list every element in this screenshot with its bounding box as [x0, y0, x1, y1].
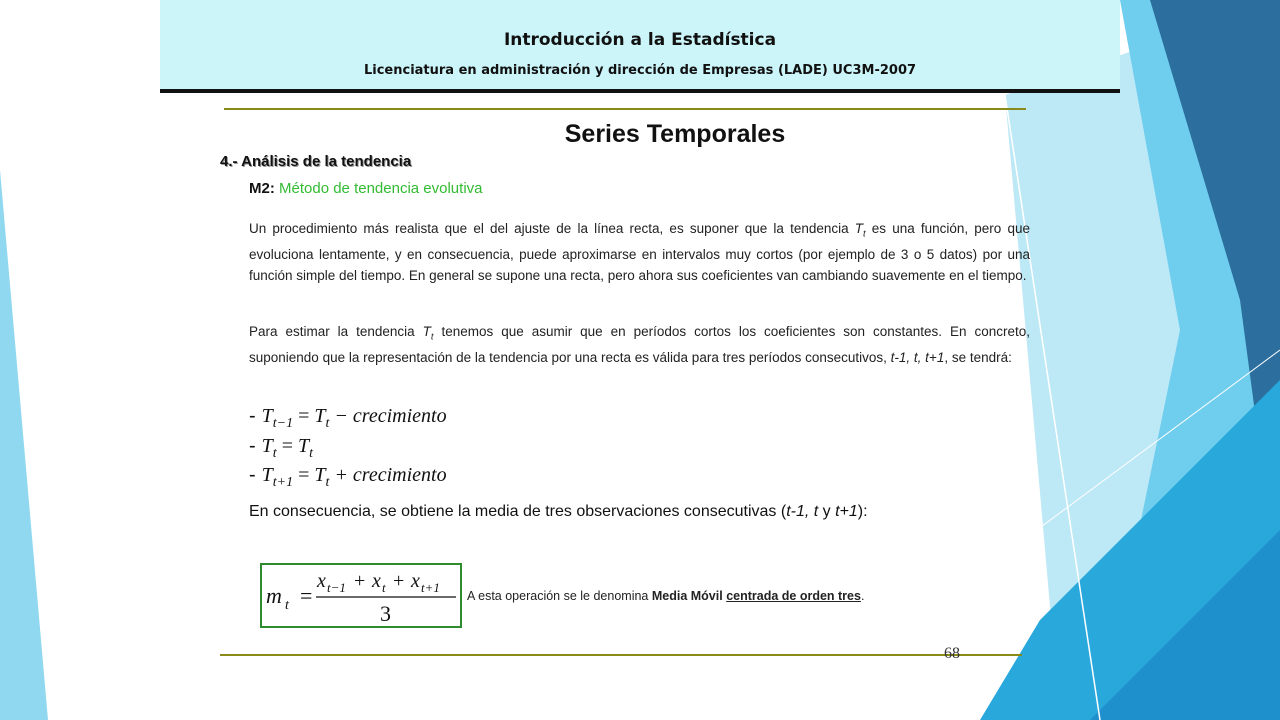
note-c: centrada de orden tres	[726, 589, 861, 603]
eq3-rhs: + crecimiento	[329, 464, 447, 486]
slide-title: Series Temporales	[564, 120, 786, 148]
equation-2-dash: -	[249, 435, 256, 457]
formula-denominator: 3	[380, 601, 391, 626]
left-shape	[0, 170, 48, 720]
eq2-rhs-sub: t	[309, 446, 313, 461]
conclusion-d: t+1	[835, 503, 858, 520]
paragraph-2-text-c: , se tendrá:	[944, 350, 1012, 366]
header-banner	[160, 0, 1120, 93]
paragraph-1-text-b: es una función, pero que evoluciona lentamente, y en consecuencia, puede aproximarse en intervalos muy cortos (por ejemplo de 3 o 5 datos) por una función simple del tiempo. En general se supone una recta, pero ahora sus coeficientes van cambiando suavemente en el tiempo.	[249, 221, 1030, 283]
eq2-equals: =	[276, 435, 298, 457]
formula-x2: x	[372, 570, 381, 592]
eq1-rhs-sub: t	[325, 416, 330, 431]
formula-x3: x	[411, 570, 420, 592]
paragraph-2-text-a: Para estimar la tendencia	[249, 324, 423, 339]
course-subtitle: Licenciatura en administración y dirección de Empresas (LADE) UC3M-2007	[363, 63, 917, 78]
equation-3	[249, 464, 447, 491]
eq3-T-rhs: T	[314, 464, 326, 486]
equation-1	[249, 405, 447, 432]
trend-subscript-2: t	[430, 331, 434, 343]
formula-lhs-sub: t	[285, 598, 289, 613]
paragraph-2	[249, 322, 1030, 369]
eq3-rhs-sub: t	[325, 475, 330, 490]
eq3-T: T	[261, 464, 273, 486]
periods-text: t-1, t, t+1	[890, 350, 945, 366]
method-label: M2:	[249, 180, 275, 197]
eq3-lhs-sub: t+1	[272, 475, 294, 490]
trend-symbol-2: T	[422, 324, 431, 339]
formula-equals: =	[300, 583, 313, 608]
section-heading: 4.- Análisis de la tendencia	[220, 153, 412, 170]
trend-subscript: t	[863, 228, 866, 240]
conclusion-text	[249, 503, 868, 521]
eq1-T-rhs: T	[314, 405, 326, 427]
course-title: Introducción a la Estadística	[503, 30, 777, 50]
eq1-rhs: − crecimiento	[329, 405, 447, 427]
formula-sub3: t+1	[421, 580, 440, 595]
eq2-T: T	[261, 435, 273, 457]
eq2-lhs-sub: t	[272, 446, 277, 461]
conclusion-a: En consecuencia, se obtiene la media de tres observaciones consecutivas (	[249, 503, 787, 520]
moving-average-formula-box	[260, 563, 462, 628]
page-number: 68	[944, 645, 960, 662]
note-a: A esta operación se le denomina	[467, 589, 652, 603]
note-d: .	[860, 589, 865, 603]
formula-plus2: +	[393, 570, 405, 592]
method-name: Método de tendencia evolutiva	[279, 180, 483, 197]
eq1-equals: =	[293, 405, 315, 427]
paragraph-1	[249, 219, 1030, 286]
equation-3-dash: -	[249, 464, 256, 486]
trend-symbol: T	[854, 221, 864, 236]
formula-sub2: t	[382, 580, 386, 595]
paragraph-2-text-b: tenemos que asumir que en períodos cortos los coeficientes son constantes. En concreto, suponiendo que la representación de la tendencia por una recta es válida para tres períodos consecutivos,	[249, 324, 1030, 366]
note-b: Media Móvil	[651, 589, 723, 603]
equation-2	[249, 435, 313, 462]
eq1-T: T	[261, 405, 273, 427]
eq3-equals: =	[293, 464, 315, 486]
top-rule	[224, 108, 1026, 110]
eq2-T-rhs: T	[297, 435, 310, 457]
conclusion-e: ):	[857, 503, 868, 520]
paragraph-1-text-a: Un procedimiento más realista que el del ajuste de la línea recta, es suponer que la tendencia	[249, 221, 855, 236]
conclusion-b: t-1, t	[786, 503, 819, 520]
moving-average-formula	[262, 565, 460, 626]
formula-sub1: t−1	[327, 580, 346, 595]
formula-x1: x	[317, 570, 326, 592]
method-heading	[249, 180, 483, 197]
eq1-lhs-sub: t−1	[272, 416, 294, 431]
formula-plus1: +	[354, 570, 366, 592]
bottom-rule	[220, 654, 1022, 656]
equation-1-dash: -	[249, 405, 256, 427]
moving-average-note	[467, 589, 864, 603]
conclusion-c: y	[818, 503, 836, 520]
formula-lhs: m	[266, 583, 282, 608]
